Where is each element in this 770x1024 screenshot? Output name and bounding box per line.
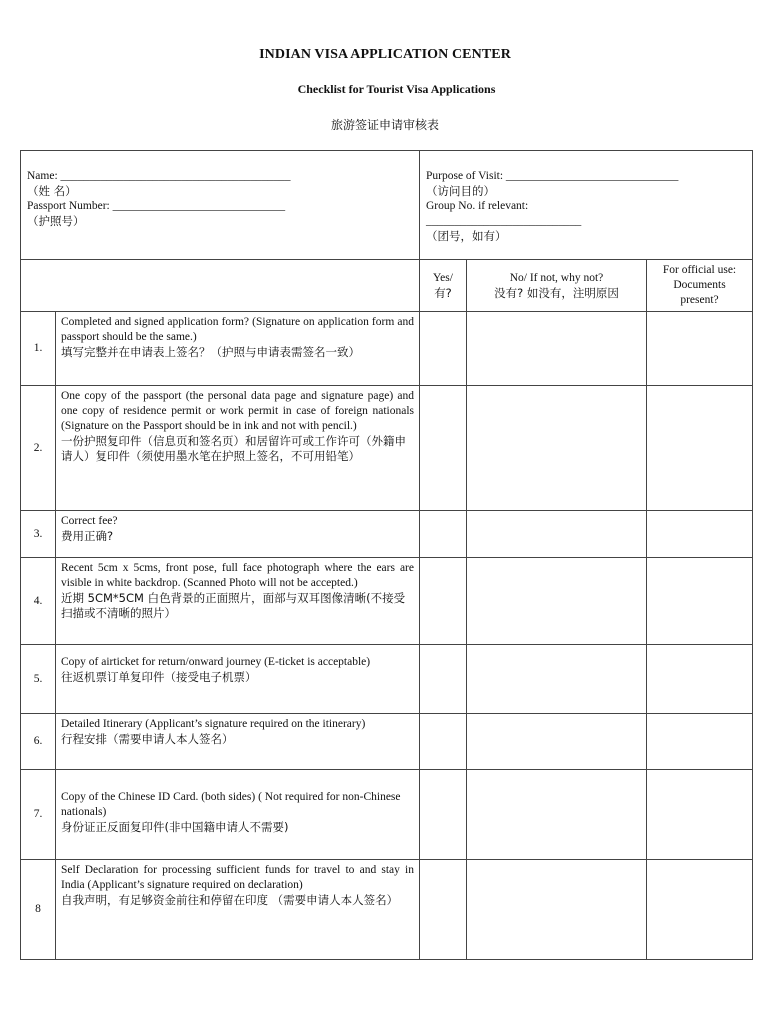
item-text-english: Self Declaration for processing sufficient funds for travel to and stay in India (Applicant’s signature required on declaration): [61, 864, 414, 891]
item-text-chinese: 近期 5CM*5CM 白色背景的正面照片，面部与双耳图像清晰(不接受扫描或不清晰的照片）: [61, 591, 406, 620]
passport-number-field[interactable]: Passport Number: ______________________________: [27, 200, 286, 212]
item-description: [56, 312, 420, 386]
item-number: 4.: [21, 558, 56, 645]
visit-info-cell: [420, 151, 753, 260]
table-row: [21, 511, 753, 558]
item-number: 6.: [21, 714, 56, 770]
table-row: [21, 714, 753, 770]
item-text-english: Recent 5cm x 5cms, front pose, full face photograph where the ears are visible in white backdrop. (Scanned Photo will not be accepted.): [61, 562, 414, 589]
item-text-english: Copy of the Chinese ID Card. (both sides) ( Not required for non-Chinese nationals): [61, 791, 401, 818]
no-reason-cell[interactable]: [467, 386, 647, 511]
table-row: [21, 386, 753, 511]
item-text-chinese: 自我声明，有足够资金前往和停留在印度 （需要申请人本人签名）: [61, 893, 399, 907]
no-reason-cell[interactable]: [467, 770, 647, 860]
official-use-cell[interactable]: [647, 312, 753, 386]
no-header-chinese: 没有? 如没有，注明原因: [494, 285, 619, 300]
purpose-of-visit-field[interactable]: Purpose of Visit: ______________________________: [426, 170, 679, 182]
no-reason-cell[interactable]: [467, 714, 647, 770]
item-text-english: Copy of airticket for return/onward journey (E-ticket is acceptable): [61, 656, 371, 668]
item-text-chinese: 往返机票订单复印件（接受电子机票）: [61, 670, 257, 684]
item-description: [56, 386, 420, 511]
passport-label-chinese: （护照号）: [27, 214, 85, 228]
table-row: [21, 312, 753, 386]
yes-cell[interactable]: [420, 386, 467, 511]
applicant-identity-cell: [21, 151, 420, 260]
item-number: 2.: [21, 386, 56, 511]
yes-cell[interactable]: [420, 714, 467, 770]
yes-cell[interactable]: [420, 645, 467, 714]
no-reason-cell[interactable]: [467, 312, 647, 386]
official-use-column-header: [647, 260, 753, 312]
no-reason-cell[interactable]: [467, 860, 647, 960]
item-text-chinese: 填写完整并在申请表上签名？（护照与申请表需签名一致）: [61, 345, 360, 359]
yes-cell[interactable]: [420, 770, 467, 860]
item-text-english: Detailed Itinerary (Applicant’s signature required on the itinerary): [61, 718, 366, 730]
official-use-cell[interactable]: [647, 511, 753, 558]
checklist-table: [20, 150, 753, 960]
group-number-label: Group No. if relevant:: [426, 200, 529, 212]
item-description: [56, 558, 420, 645]
item-description: [56, 511, 420, 558]
item-text-chinese: 一份护照复印件（信息页和签名页）和居留许可或工作许可（外籍申请人）复印件（须使用墨水笔在护照上签名，不可用铅笔）: [61, 434, 406, 463]
no-reason-cell[interactable]: [467, 511, 647, 558]
name-field[interactable]: Name: ________________________________________: [27, 170, 291, 182]
no-reason-cell[interactable]: [467, 558, 647, 645]
page-title: INDIAN VISA APPLICATION CENTER: [259, 47, 511, 62]
item-number: 5.: [21, 645, 56, 714]
official-header-line-2: Documents: [673, 279, 726, 291]
group-label-chinese: （团号，如有）: [426, 229, 507, 243]
item-text-chinese: 费用正确?: [61, 529, 114, 543]
official-use-cell[interactable]: [647, 645, 753, 714]
official-header-line-3: present?: [680, 294, 719, 306]
no-column-header: [467, 260, 647, 312]
item-number: 3.: [21, 511, 56, 558]
no-reason-cell[interactable]: [467, 645, 647, 714]
item-description: [56, 714, 420, 770]
item-number: 7.: [21, 770, 56, 860]
yes-column-header: [420, 260, 467, 312]
yes-cell[interactable]: [420, 312, 467, 386]
item-description: [56, 860, 420, 960]
item-text-chinese: 行程安排（需要申请人本人签名）: [61, 732, 234, 746]
item-description: [56, 645, 420, 714]
name-label-chinese: （姓 名）: [27, 184, 77, 198]
item-text-english: One copy of the passport (the personal data page and signature page) and one copy of residence permit or work permit in case of foreign nationals (Signature on the Passport should be in ink and not with pencil.): [61, 390, 414, 432]
yes-cell[interactable]: [420, 860, 467, 960]
header-blank-cell: [21, 260, 420, 312]
item-text-chinese: 身份证正反面复印件(非中国籍申请人不需要): [61, 820, 289, 834]
table-row: [21, 558, 753, 645]
item-description: [56, 770, 420, 860]
column-header-row: [21, 260, 753, 312]
item-text-english: Correct fee?: [61, 515, 118, 527]
page-subtitle: Checklist for Tourist Visa Applications: [297, 82, 496, 96]
official-header-line-1: For official use:: [662, 264, 737, 276]
group-number-field[interactable]: ___________________________: [426, 215, 582, 227]
table-row: [21, 860, 753, 960]
official-use-cell[interactable]: [647, 386, 753, 511]
yes-cell[interactable]: [420, 558, 467, 645]
official-use-cell[interactable]: [647, 714, 753, 770]
yes-header-text: Yes/: [433, 271, 453, 284]
table-row: [21, 645, 753, 714]
yes-header-chinese: 有?: [434, 285, 452, 300]
item-number: 8: [21, 860, 56, 960]
table-row: [21, 770, 753, 860]
item-text-english: Completed and signed application form? (Signature on application form and passport should be the same.): [61, 316, 414, 343]
yes-cell[interactable]: [420, 511, 467, 558]
no-header-text: No/ If not, why not?: [509, 271, 604, 284]
applicant-info-row: [21, 151, 753, 260]
official-use-cell[interactable]: [647, 558, 753, 645]
official-use-cell[interactable]: [647, 860, 753, 960]
item-number: 1.: [21, 312, 56, 386]
purpose-label-chinese: （访问目的）: [426, 184, 495, 198]
page-subtitle-chinese: 旅游签证申请审核表: [330, 118, 439, 132]
official-use-cell[interactable]: [647, 770, 753, 860]
